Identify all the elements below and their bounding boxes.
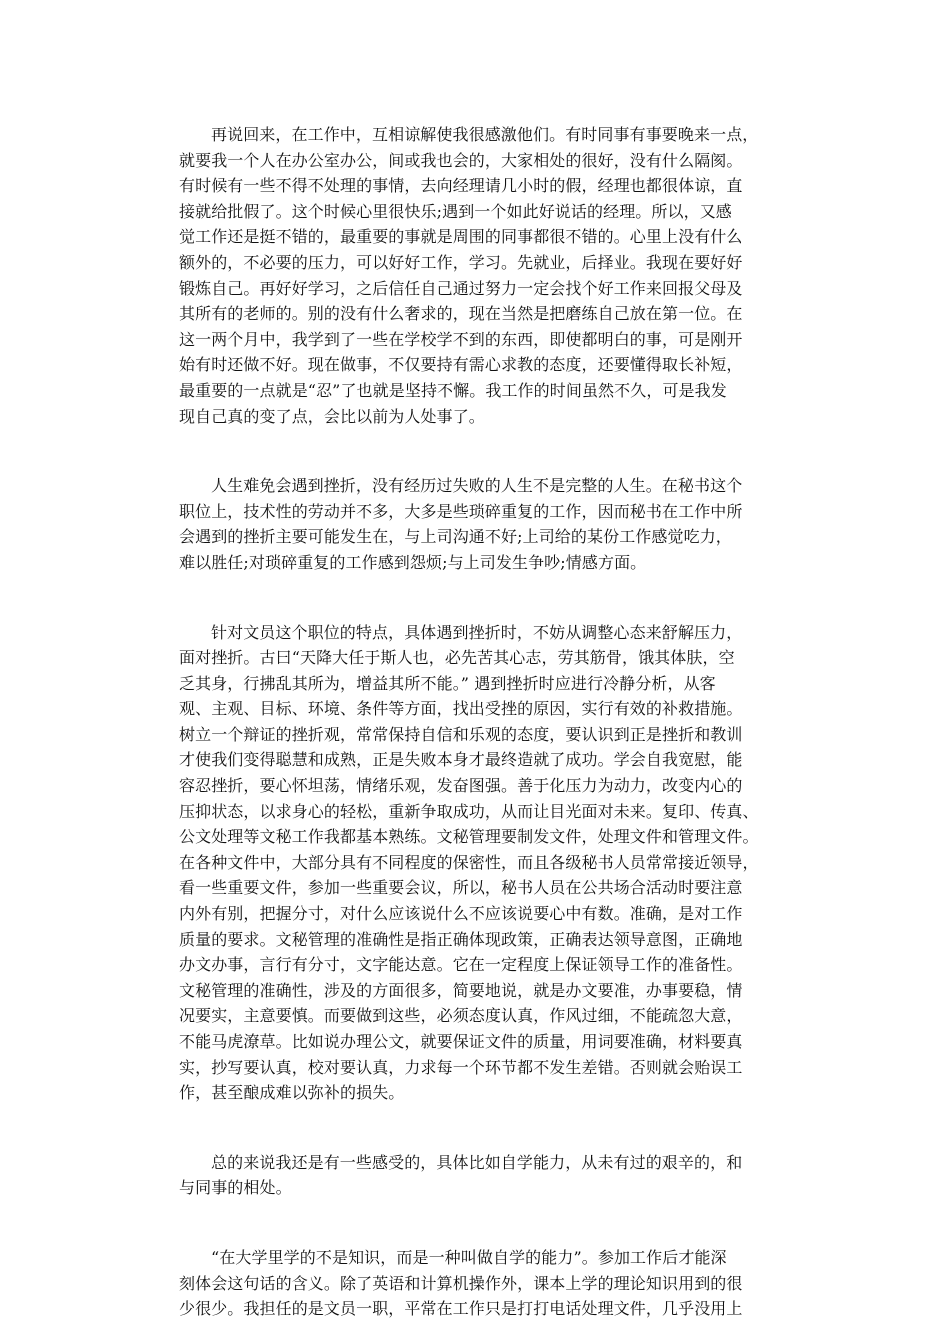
text-line: 现自己真的变了点，会比以前为人处事了。 bbox=[179, 406, 485, 426]
text-line: 始有时还做不好。现在做事，不仅要持有需心求教的态度，还要懂得取长补短， bbox=[179, 355, 743, 375]
text-line: 在各种文件中，大部分具有不同程度的保密性，而且各级秘书人员常常接近领导， bbox=[179, 852, 759, 872]
text-line: 人生难免会遇到挫折，没有经历过失败的人生不是完整的人生。在秘书这个 bbox=[211, 476, 743, 496]
text-line: 再说回来，在工作中，互相谅解使我很感激他们。有时同事有事要晚来一点， bbox=[211, 125, 759, 144]
text-line: 最重要的一点就是“忍”了也就是坚持不懈。我工作的时间虽然不久，可是我发 bbox=[179, 380, 727, 400]
paragraph-spacing bbox=[179, 576, 779, 620]
text-line: 接就给批假了。这个时候心里很快乐;遇到一个如此好说话的经理。所以，又感 bbox=[179, 201, 732, 221]
text-line: 难以胜任;对琐碎重复的工作感到怨烦;与上司发生争吵;情感方面。 bbox=[179, 552, 647, 572]
text-line: 乏其身，行拂乱其所为，增益其所不能。” 遇到挫折时应进行冷静分析，从客 bbox=[179, 673, 716, 693]
text-line: 办文办事，言行有分寸，文字能达意。它在一定程度上保证领导工作的准备性。 bbox=[179, 955, 743, 975]
text-line: 针对文员这个职位的特点，具体遇到挫折时，不妨从调整心态来舒解压力， bbox=[211, 622, 743, 642]
text-line: 不能马虎潦草。比如说办理公文，就要保证文件的质量，用词要准确，材料要真 bbox=[179, 1032, 743, 1051]
text-line: 观、主观、目标、环境、条件等方面，找出受挫的原因，实行有效的补救措施。 bbox=[179, 699, 743, 719]
text-line: 锻炼自己。再好好学习，之后信任自己通过努力一定会找个好工作来回报父母及 bbox=[179, 278, 743, 298]
text-line: 就要我一个人在办公室办公，间或我也会的，大家相处的很好，没有什么隔阂。 bbox=[179, 150, 743, 170]
text-line: 有时候有一些不得不处理的事情，去向经理请几小时的假，经理也都很体谅，直 bbox=[179, 176, 743, 196]
text-line: 这一两个月中，我学到了一些在学校学不到的东西，即使都明白的事，可是刚开 bbox=[179, 329, 743, 349]
text-line: 树立一个辩证的挫折观，常常保持自信和乐观的态度，要认识到正是挫折和教训 bbox=[179, 724, 743, 744]
text-line: 文秘管理的准确性，涉及的方面很多，简要地说，就是办文要准，办事要稳，情 bbox=[179, 980, 743, 1000]
paragraph-4 bbox=[179, 1150, 779, 1201]
paragraph-spacing bbox=[179, 429, 779, 473]
text-line: 觉工作还是挺不错的，最重要的事就是周围的同事都很不错的。心里上没有什么 bbox=[179, 227, 743, 247]
document-page bbox=[179, 122, 779, 1322]
paragraph-3 bbox=[179, 620, 779, 1106]
text-line: 内外有别，把握分寸，对什么应该说什么不应该说要心中有数。准确，是对工作 bbox=[179, 904, 743, 924]
text-line: 会遇到的挫折主要可能发生在，与上司沟通不好;上司给的某份工作感觉吃力， bbox=[179, 527, 732, 547]
paragraph-2 bbox=[179, 473, 779, 575]
paragraph-spacing bbox=[179, 1201, 779, 1245]
text-line: 公文处理等文秘工作我都基本熟练。文秘管理要制发文件，处理文件和管理文件。 bbox=[179, 827, 759, 847]
text-line: 压抑状态，以求身心的轻松，重新争取成功，从而让目光面对未来。复印、传真、 bbox=[179, 801, 759, 821]
text-line: 作，甚至酿成难以弥补的损失。 bbox=[179, 1083, 405, 1103]
text-line: “在大学里学的不是知识，而是一种叫做自学的能力”。参加工作后才能深 bbox=[211, 1247, 727, 1267]
text-line: 实，抄写要认真，校对要认真，力求每一个环节都不发生差错。否则就会贻误工 bbox=[179, 1057, 743, 1077]
text-line: 质量的要求。文秘管理的准确性是指正确体现政策，正确表达领导意图，正确地 bbox=[179, 929, 743, 949]
text-line: 刻体会这句话的含义。除了英语和计算机操作外，课本上学的理论知识用到的很 bbox=[179, 1273, 743, 1293]
text-line: 况要实，主意要慎。而要做到这些，必须态度认真，作风过细，不能疏忽大意， bbox=[179, 1006, 743, 1026]
text-line: 容忍挫折，要心怀坦荡，情绪乐观，发奋图强。善于化压力为动力，改变内心的 bbox=[179, 776, 743, 796]
text-line: 与同事的相处。 bbox=[179, 1178, 292, 1198]
text-line: 职位上，技术性的劳动并不多，大多是些琐碎重复的工作，因而秘书在工作中所 bbox=[179, 501, 743, 521]
paragraph-5 bbox=[179, 1245, 779, 1322]
text-line: 少很少。我担任的是文员一职，平常在工作只是打打电话处理文件，几乎没用上 bbox=[179, 1299, 743, 1319]
text-line: 看一些重要文件，参加一些重要会议，所以，秘书人员在公共场合活动时要注意 bbox=[179, 878, 743, 898]
text-line: 才使我们变得聪慧和成熟，正是失败本身才最终造就了成功。学会自我宽慰，能 bbox=[179, 750, 743, 770]
text-line: 额外的，不必要的压力，可以好好工作，学习。先就业，后择业。我现在要好好 bbox=[179, 252, 743, 272]
text-line: 总的来说我还是有一些感受的，具体比如自学能力，从未有过的艰辛的，和 bbox=[211, 1152, 743, 1172]
text-line: 其所有的老师的。别的没有什么奢求的，现在当然是把磨练自己放在第一位。在 bbox=[179, 304, 743, 324]
paragraph-1 bbox=[179, 122, 779, 429]
text-line: 面对挫折。古曰“天降大任于斯人也，必先苦其心志，劳其筋骨，饿其体肤，空 bbox=[179, 648, 735, 668]
paragraph-spacing bbox=[179, 1106, 779, 1150]
